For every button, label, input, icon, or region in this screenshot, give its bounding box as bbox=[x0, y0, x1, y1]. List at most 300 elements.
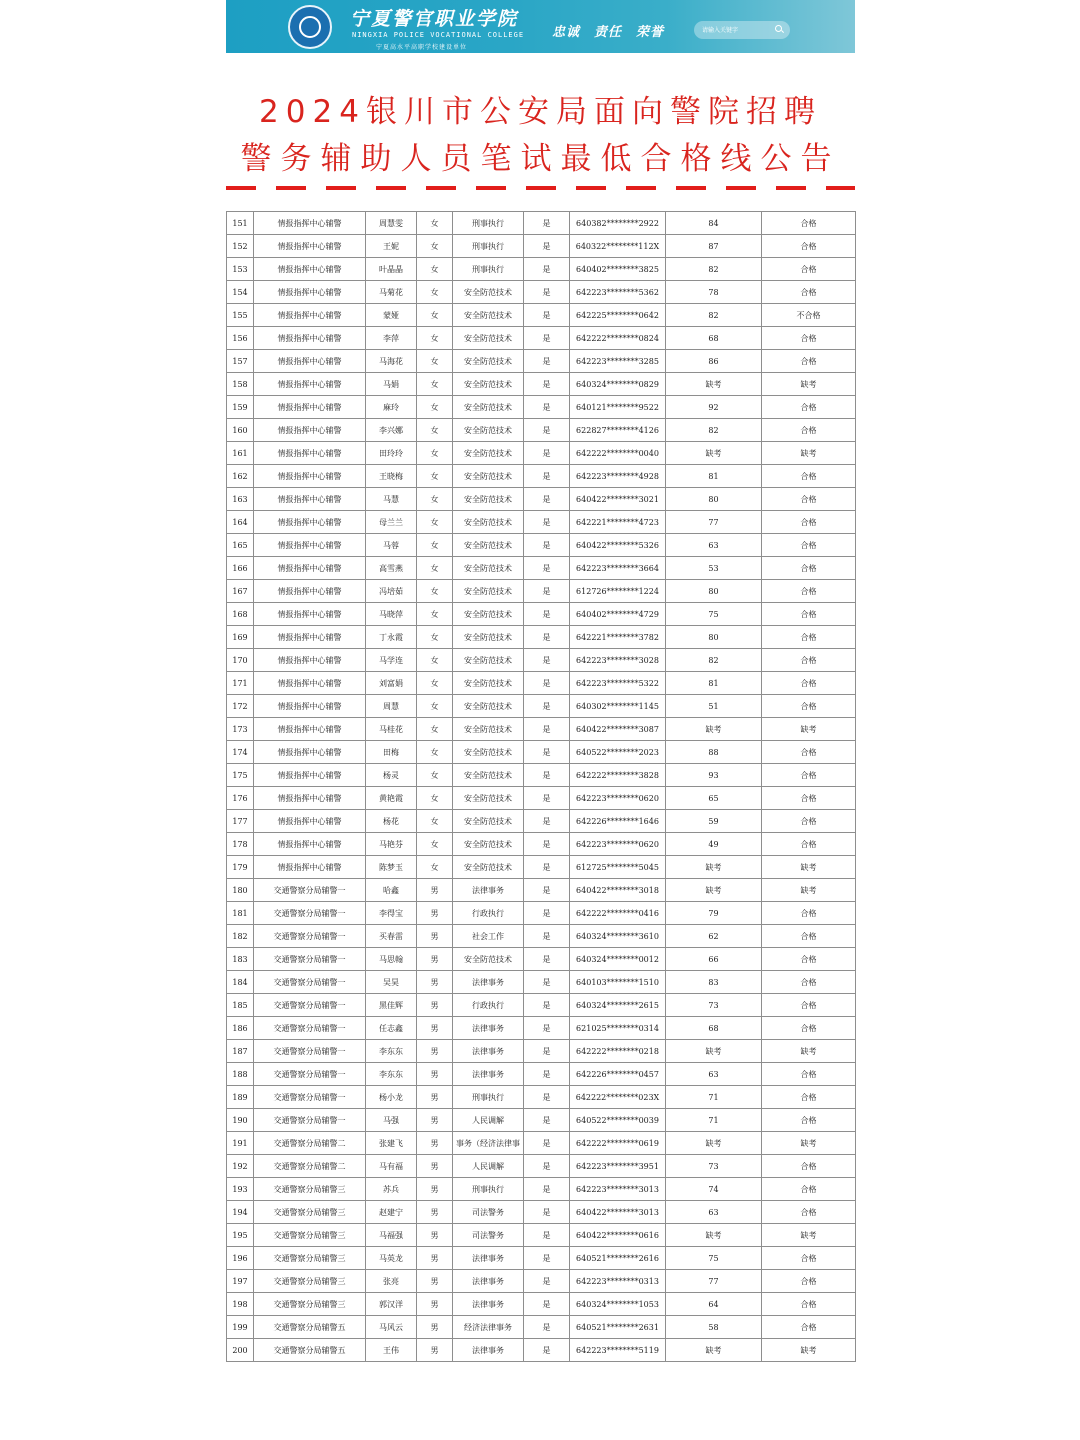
score-cell: 73 bbox=[666, 1155, 762, 1178]
name-cell: 马菊花 bbox=[366, 281, 417, 304]
row-number: 192 bbox=[227, 1155, 254, 1178]
name-cell: 李兴娜 bbox=[366, 419, 417, 442]
score-cell: 65 bbox=[666, 787, 762, 810]
position-cell: 情报指挥中心辅警 bbox=[254, 258, 366, 281]
id-number-cell: 642223********4928 bbox=[570, 465, 666, 488]
result-cell: 合格 bbox=[762, 833, 856, 856]
id-number-cell: 640422********3087 bbox=[570, 718, 666, 741]
position-cell: 情报指挥中心辅警 bbox=[254, 488, 366, 511]
result-cell: 合格 bbox=[762, 626, 856, 649]
name-cell: 王伟 bbox=[366, 1339, 417, 1362]
major-cell: 安全防范技术 bbox=[453, 948, 524, 971]
eligible-cell: 是 bbox=[524, 879, 570, 902]
result-cell: 合格 bbox=[762, 1201, 856, 1224]
eligible-cell: 是 bbox=[524, 695, 570, 718]
table-row bbox=[227, 1316, 856, 1339]
school-name-en: NINGXIA POLICE VOCATIONAL COLLEGE bbox=[352, 31, 525, 39]
major-cell: 安全防范技术 bbox=[453, 833, 524, 856]
result-cell: 合格 bbox=[762, 603, 856, 626]
name-cell: 杨小龙 bbox=[366, 1086, 417, 1109]
motto-word: 荣誉 bbox=[636, 25, 665, 40]
gender-cell: 男 bbox=[417, 1063, 453, 1086]
eligible-cell: 是 bbox=[524, 741, 570, 764]
score-cell: 71 bbox=[666, 1109, 762, 1132]
row-number: 190 bbox=[227, 1109, 254, 1132]
name-cell: 马桂花 bbox=[366, 718, 417, 741]
table-row bbox=[227, 856, 856, 879]
score-cell: 缺考 bbox=[666, 879, 762, 902]
gender-cell: 女 bbox=[417, 304, 453, 327]
search-input[interactable]: 请输入关键字 bbox=[702, 27, 739, 34]
major-cell: 安全防范技术 bbox=[453, 787, 524, 810]
score-cell: 92 bbox=[666, 396, 762, 419]
score-cell: 73 bbox=[666, 994, 762, 1017]
id-number-cell: 640422********3021 bbox=[570, 488, 666, 511]
id-number-cell: 622827********4126 bbox=[570, 419, 666, 442]
major-cell: 安全防范技术 bbox=[453, 741, 524, 764]
row-number: 184 bbox=[227, 971, 254, 994]
eligible-cell: 是 bbox=[524, 350, 570, 373]
name-cell: 冯培茹 bbox=[366, 580, 417, 603]
result-cell: 缺考 bbox=[762, 1040, 856, 1063]
position-cell: 情报指挥中心辅警 bbox=[254, 603, 366, 626]
row-number: 162 bbox=[227, 465, 254, 488]
name-cell: 马蓉 bbox=[366, 534, 417, 557]
position-cell: 交通警察分局辅警二 bbox=[254, 1155, 366, 1178]
score-cell: 80 bbox=[666, 488, 762, 511]
row-number: 165 bbox=[227, 534, 254, 557]
gender-cell: 男 bbox=[417, 1316, 453, 1339]
id-number-cell: 642222********3828 bbox=[570, 764, 666, 787]
id-number-cell: 640402********4729 bbox=[570, 603, 666, 626]
score-cell: 88 bbox=[666, 741, 762, 764]
major-cell: 安全防范技术 bbox=[453, 810, 524, 833]
score-cell: 80 bbox=[666, 580, 762, 603]
id-number-cell: 642225********0642 bbox=[570, 304, 666, 327]
id-number-cell: 640521********2631 bbox=[570, 1316, 666, 1339]
result-cell: 合格 bbox=[762, 672, 856, 695]
table-row bbox=[227, 971, 856, 994]
score-cell: 87 bbox=[666, 235, 762, 258]
table-row bbox=[227, 948, 856, 971]
name-cell: 麻玲 bbox=[366, 396, 417, 419]
eligible-cell: 是 bbox=[524, 626, 570, 649]
name-cell: 任志鑫 bbox=[366, 1017, 417, 1040]
results-table bbox=[226, 211, 856, 1362]
major-cell: 安全防范技术 bbox=[453, 350, 524, 373]
gender-cell: 女 bbox=[417, 465, 453, 488]
major-cell: 安全防范技术 bbox=[453, 695, 524, 718]
eligible-cell: 是 bbox=[524, 1224, 570, 1247]
position-cell: 交通警察分局辅警三 bbox=[254, 1224, 366, 1247]
result-cell: 缺考 bbox=[762, 1224, 856, 1247]
row-number: 195 bbox=[227, 1224, 254, 1247]
result-cell: 合格 bbox=[762, 488, 856, 511]
eligible-cell: 是 bbox=[524, 488, 570, 511]
eligible-cell: 是 bbox=[524, 1270, 570, 1293]
row-number: 185 bbox=[227, 994, 254, 1017]
gender-cell: 女 bbox=[417, 741, 453, 764]
id-number-cell: 640324********0829 bbox=[570, 373, 666, 396]
major-cell: 法律事务 bbox=[453, 1293, 524, 1316]
gender-cell: 男 bbox=[417, 971, 453, 994]
eligible-cell: 是 bbox=[524, 1247, 570, 1270]
gender-cell: 男 bbox=[417, 1178, 453, 1201]
major-cell: 法律事务 bbox=[453, 1247, 524, 1270]
position-cell: 交通警察分局辅警三 bbox=[254, 1178, 366, 1201]
table-row bbox=[227, 764, 856, 787]
gender-cell: 女 bbox=[417, 511, 453, 534]
position-cell: 情报指挥中心辅警 bbox=[254, 580, 366, 603]
eligible-cell: 是 bbox=[524, 396, 570, 419]
major-cell: 安全防范技术 bbox=[453, 649, 524, 672]
name-cell: 王晓梅 bbox=[366, 465, 417, 488]
id-number-cell: 640521********2616 bbox=[570, 1247, 666, 1270]
result-cell: 合格 bbox=[762, 1178, 856, 1201]
position-cell: 情报指挥中心辅警 bbox=[254, 465, 366, 488]
id-number-cell: 642221********4723 bbox=[570, 511, 666, 534]
id-number-cell: 642222********0218 bbox=[570, 1040, 666, 1063]
major-cell: 人民调解 bbox=[453, 1109, 524, 1132]
table-row bbox=[227, 626, 856, 649]
table-row bbox=[227, 603, 856, 626]
eligible-cell: 是 bbox=[524, 1178, 570, 1201]
row-number: 172 bbox=[227, 695, 254, 718]
id-number-cell: 640324********3610 bbox=[570, 925, 666, 948]
id-number-cell: 642223********5322 bbox=[570, 672, 666, 695]
search-icon[interactable] bbox=[775, 25, 782, 32]
score-cell: 缺考 bbox=[666, 373, 762, 396]
result-cell: 缺考 bbox=[762, 1132, 856, 1155]
position-cell: 交通警察分局辅警一 bbox=[254, 1017, 366, 1040]
id-number-cell: 642222********0416 bbox=[570, 902, 666, 925]
row-number: 151 bbox=[227, 212, 254, 235]
id-number-cell: 640302********1145 bbox=[570, 695, 666, 718]
position-cell: 情报指挥中心辅警 bbox=[254, 810, 366, 833]
table-row bbox=[227, 304, 856, 327]
gender-cell: 女 bbox=[417, 718, 453, 741]
id-number-cell: 640522********0039 bbox=[570, 1109, 666, 1132]
name-cell: 张亮 bbox=[366, 1270, 417, 1293]
school-subtitle: 宁夏高水平高职学校建设单位 bbox=[376, 44, 468, 51]
position-cell: 情报指挥中心辅警 bbox=[254, 649, 366, 672]
id-number-cell: 640322********112X bbox=[570, 235, 666, 258]
row-number: 173 bbox=[227, 718, 254, 741]
score-cell: 80 bbox=[666, 626, 762, 649]
gender-cell: 女 bbox=[417, 672, 453, 695]
eligible-cell: 是 bbox=[524, 373, 570, 396]
score-cell: 62 bbox=[666, 925, 762, 948]
result-cell: 缺考 bbox=[762, 718, 856, 741]
row-number: 176 bbox=[227, 787, 254, 810]
table-row bbox=[227, 672, 856, 695]
table-row bbox=[227, 787, 856, 810]
result-cell: 合格 bbox=[762, 1155, 856, 1178]
gender-cell: 女 bbox=[417, 810, 453, 833]
position-cell: 交通警察分局辅警三 bbox=[254, 1201, 366, 1224]
eligible-cell: 是 bbox=[524, 1109, 570, 1132]
table-row bbox=[227, 1155, 856, 1178]
score-cell: 86 bbox=[666, 350, 762, 373]
score-cell: 81 bbox=[666, 672, 762, 695]
id-number-cell: 642222********023X bbox=[570, 1086, 666, 1109]
major-cell: 安全防范技术 bbox=[453, 281, 524, 304]
major-cell: 安全防范技术 bbox=[453, 626, 524, 649]
row-number: 174 bbox=[227, 741, 254, 764]
gender-cell: 女 bbox=[417, 212, 453, 235]
gender-cell: 女 bbox=[417, 235, 453, 258]
eligible-cell: 是 bbox=[524, 258, 570, 281]
table-row bbox=[227, 1339, 856, 1362]
gender-cell: 男 bbox=[417, 948, 453, 971]
result-cell: 缺考 bbox=[762, 856, 856, 879]
id-number-cell: 640522********2023 bbox=[570, 741, 666, 764]
score-cell: 77 bbox=[666, 1270, 762, 1293]
college-emblem-icon bbox=[288, 5, 332, 49]
score-cell: 78 bbox=[666, 281, 762, 304]
eligible-cell: 是 bbox=[524, 1063, 570, 1086]
major-cell: 安全防范技术 bbox=[453, 419, 524, 442]
table-row bbox=[227, 1109, 856, 1132]
name-cell: 马艳芬 bbox=[366, 833, 417, 856]
score-cell: 63 bbox=[666, 1063, 762, 1086]
gender-cell: 女 bbox=[417, 603, 453, 626]
school-name-cn: 宁夏警官职业学院 bbox=[350, 8, 519, 30]
major-cell: 法律事务 bbox=[453, 1040, 524, 1063]
major-cell: 法律事务 bbox=[453, 1017, 524, 1040]
score-cell: 68 bbox=[666, 1017, 762, 1040]
gender-cell: 男 bbox=[417, 925, 453, 948]
id-number-cell: 642222********0824 bbox=[570, 327, 666, 350]
result-cell: 合格 bbox=[762, 465, 856, 488]
table-row bbox=[227, 511, 856, 534]
result-cell: 合格 bbox=[762, 1270, 856, 1293]
result-cell: 合格 bbox=[762, 948, 856, 971]
name-cell: 哈鑫 bbox=[366, 879, 417, 902]
eligible-cell: 是 bbox=[524, 442, 570, 465]
position-cell: 交通警察分局辅警三 bbox=[254, 1247, 366, 1270]
result-cell: 合格 bbox=[762, 1316, 856, 1339]
eligible-cell: 是 bbox=[524, 1339, 570, 1362]
major-cell: 法律事务 bbox=[453, 879, 524, 902]
name-cell: 苏兵 bbox=[366, 1178, 417, 1201]
table-row bbox=[227, 1293, 856, 1316]
school-motto bbox=[552, 21, 678, 40]
score-cell: 缺考 bbox=[666, 718, 762, 741]
red-dashed-divider bbox=[226, 186, 855, 190]
name-cell: 黑佳辉 bbox=[366, 994, 417, 1017]
name-cell: 马福强 bbox=[366, 1224, 417, 1247]
name-cell: 蒙娅 bbox=[366, 304, 417, 327]
score-cell: 71 bbox=[666, 1086, 762, 1109]
result-cell: 合格 bbox=[762, 281, 856, 304]
row-number: 167 bbox=[227, 580, 254, 603]
position-cell: 情报指挥中心辅警 bbox=[254, 350, 366, 373]
result-cell: 合格 bbox=[762, 787, 856, 810]
table-row bbox=[227, 396, 856, 419]
position-cell: 情报指挥中心辅警 bbox=[254, 511, 366, 534]
eligible-cell: 是 bbox=[524, 856, 570, 879]
score-cell: 缺考 bbox=[666, 1339, 762, 1362]
position-cell: 情报指挥中心辅警 bbox=[254, 718, 366, 741]
name-cell: 李东东 bbox=[366, 1040, 417, 1063]
gender-cell: 男 bbox=[417, 902, 453, 925]
result-cell: 合格 bbox=[762, 1017, 856, 1040]
score-cell: 缺考 bbox=[666, 856, 762, 879]
id-number-cell: 640324********2615 bbox=[570, 994, 666, 1017]
gender-cell: 女 bbox=[417, 787, 453, 810]
score-cell: 49 bbox=[666, 833, 762, 856]
score-cell: 51 bbox=[666, 695, 762, 718]
major-cell: 安全防范技术 bbox=[453, 603, 524, 626]
name-cell: 王妮 bbox=[366, 235, 417, 258]
major-cell: 安全防范技术 bbox=[453, 488, 524, 511]
row-number: 196 bbox=[227, 1247, 254, 1270]
gender-cell: 女 bbox=[417, 580, 453, 603]
position-cell: 情报指挥中心辅警 bbox=[254, 235, 366, 258]
position-cell: 交通警察分局辅警三 bbox=[254, 1270, 366, 1293]
position-cell: 情报指挥中心辅警 bbox=[254, 672, 366, 695]
table-row bbox=[227, 580, 856, 603]
name-cell: 杨花 bbox=[366, 810, 417, 833]
major-cell: 经济法律事务 bbox=[453, 1316, 524, 1339]
table-row bbox=[227, 833, 856, 856]
major-cell: 法律事务 bbox=[453, 1063, 524, 1086]
result-cell: 合格 bbox=[762, 534, 856, 557]
result-cell: 缺考 bbox=[762, 1339, 856, 1362]
name-cell: 周慧 bbox=[366, 695, 417, 718]
eligible-cell: 是 bbox=[524, 971, 570, 994]
id-number-cell: 640324********0012 bbox=[570, 948, 666, 971]
id-number-cell: 642223********5119 bbox=[570, 1339, 666, 1362]
name-cell: 马海花 bbox=[366, 350, 417, 373]
name-cell: 马英龙 bbox=[366, 1247, 417, 1270]
major-cell: 安全防范技术 bbox=[453, 557, 524, 580]
eligible-cell: 是 bbox=[524, 994, 570, 1017]
position-cell: 情报指挥中心辅警 bbox=[254, 281, 366, 304]
id-number-cell: 642223********0620 bbox=[570, 787, 666, 810]
name-cell: 张建飞 bbox=[366, 1132, 417, 1155]
name-cell: 马学连 bbox=[366, 649, 417, 672]
score-cell: 82 bbox=[666, 649, 762, 672]
table-row bbox=[227, 1040, 856, 1063]
position-cell: 交通警察分局辅警一 bbox=[254, 1040, 366, 1063]
notice-title-line2: 警务辅助人员笔试最低合格线公告 bbox=[240, 141, 841, 177]
row-number: 153 bbox=[227, 258, 254, 281]
table-row bbox=[227, 258, 856, 281]
name-cell: 郭汉洋 bbox=[366, 1293, 417, 1316]
eligible-cell: 是 bbox=[524, 810, 570, 833]
position-cell: 情报指挥中心辅警 bbox=[254, 695, 366, 718]
id-number-cell: 642223********5362 bbox=[570, 281, 666, 304]
major-cell: 刑事执行 bbox=[453, 258, 524, 281]
gender-cell: 男 bbox=[417, 1339, 453, 1362]
table-row bbox=[227, 925, 856, 948]
row-number: 182 bbox=[227, 925, 254, 948]
row-number: 180 bbox=[227, 879, 254, 902]
position-cell: 情报指挥中心辅警 bbox=[254, 856, 366, 879]
result-cell: 合格 bbox=[762, 1247, 856, 1270]
table-row bbox=[227, 212, 856, 235]
row-number: 181 bbox=[227, 902, 254, 925]
table-row bbox=[227, 1017, 856, 1040]
gender-cell: 男 bbox=[417, 1247, 453, 1270]
result-cell: 合格 bbox=[762, 580, 856, 603]
name-cell: 马慧 bbox=[366, 488, 417, 511]
score-cell: 53 bbox=[666, 557, 762, 580]
college-banner bbox=[226, 0, 855, 53]
score-cell: 缺考 bbox=[666, 442, 762, 465]
table-row bbox=[227, 419, 856, 442]
major-cell: 安全防范技术 bbox=[453, 442, 524, 465]
row-number: 158 bbox=[227, 373, 254, 396]
table-row bbox=[227, 327, 856, 350]
major-cell: 安全防范技术 bbox=[453, 465, 524, 488]
id-number-cell: 640422********0616 bbox=[570, 1224, 666, 1247]
gender-cell: 女 bbox=[417, 534, 453, 557]
search-box[interactable] bbox=[694, 21, 790, 39]
row-number: 178 bbox=[227, 833, 254, 856]
position-cell: 情报指挥中心辅警 bbox=[254, 787, 366, 810]
table-row bbox=[227, 1178, 856, 1201]
id-number-cell: 640402********3825 bbox=[570, 258, 666, 281]
eligible-cell: 是 bbox=[524, 787, 570, 810]
score-cell: 68 bbox=[666, 327, 762, 350]
row-number: 152 bbox=[227, 235, 254, 258]
gender-cell: 男 bbox=[417, 1155, 453, 1178]
name-cell: 田梅 bbox=[366, 741, 417, 764]
position-cell: 情报指挥中心辅警 bbox=[254, 373, 366, 396]
gender-cell: 女 bbox=[417, 856, 453, 879]
major-cell: 刑事执行 bbox=[453, 1086, 524, 1109]
row-number: 183 bbox=[227, 948, 254, 971]
score-cell: 75 bbox=[666, 603, 762, 626]
score-cell: 93 bbox=[666, 764, 762, 787]
table-row bbox=[227, 695, 856, 718]
row-number: 170 bbox=[227, 649, 254, 672]
gender-cell: 男 bbox=[417, 1132, 453, 1155]
id-number-cell: 621025********0314 bbox=[570, 1017, 666, 1040]
name-cell: 马风云 bbox=[366, 1316, 417, 1339]
major-cell: 刑事执行 bbox=[453, 235, 524, 258]
name-cell: 田玲玲 bbox=[366, 442, 417, 465]
eligible-cell: 是 bbox=[524, 327, 570, 350]
position-cell: 情报指挥中心辅警 bbox=[254, 442, 366, 465]
major-cell: 司法警务 bbox=[453, 1224, 524, 1247]
gender-cell: 女 bbox=[417, 649, 453, 672]
major-cell: 安全防范技术 bbox=[453, 534, 524, 557]
position-cell: 情报指挥中心辅警 bbox=[254, 419, 366, 442]
id-number-cell: 640422********3013 bbox=[570, 1201, 666, 1224]
score-cell: 79 bbox=[666, 902, 762, 925]
row-number: 157 bbox=[227, 350, 254, 373]
major-cell: 法律事务 bbox=[453, 1339, 524, 1362]
row-number: 188 bbox=[227, 1063, 254, 1086]
row-number: 189 bbox=[227, 1086, 254, 1109]
name-cell: 马晓萍 bbox=[366, 603, 417, 626]
table-row bbox=[227, 994, 856, 1017]
major-cell: 安全防范技术 bbox=[453, 373, 524, 396]
id-number-cell: 642223********3013 bbox=[570, 1178, 666, 1201]
score-cell: 84 bbox=[666, 212, 762, 235]
gender-cell: 女 bbox=[417, 258, 453, 281]
row-number: 179 bbox=[227, 856, 254, 879]
eligible-cell: 是 bbox=[524, 603, 570, 626]
row-number: 191 bbox=[227, 1132, 254, 1155]
major-cell: 安全防范技术 bbox=[453, 511, 524, 534]
row-number: 155 bbox=[227, 304, 254, 327]
table-row bbox=[227, 373, 856, 396]
